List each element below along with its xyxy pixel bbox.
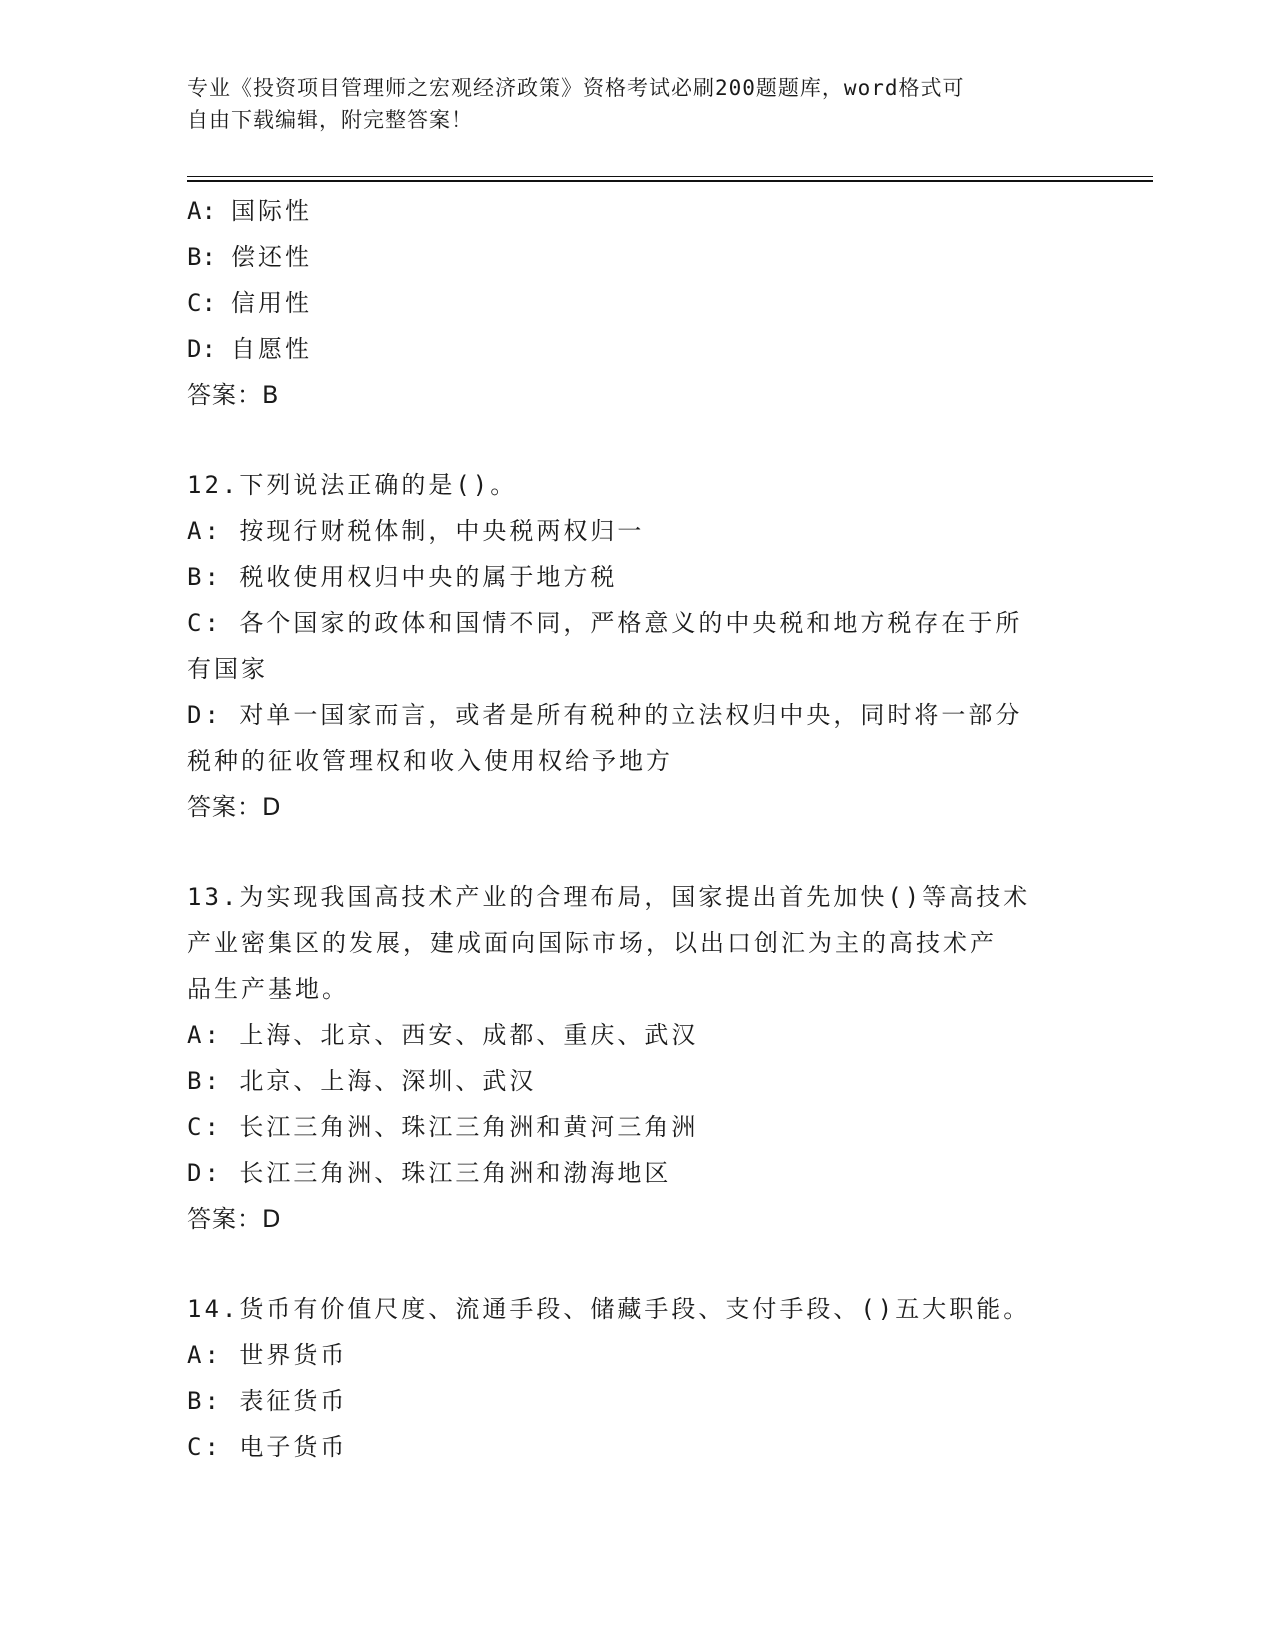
option-c: C: 长江三角洲、珠江三角洲和黄河三角洲 [187,1113,699,1141]
option-label: B: [187,243,216,271]
option-text: 偿还性 [231,243,312,271]
question-11 [187,188,1087,418]
question-stem: 12.下列说法正确的是()。 [187,471,518,499]
answer: 答案：D [187,1205,282,1233]
question-stem: 14.货币有价值尺度、流通手段、储藏手段、支付手段、()五大职能。 [187,1295,1031,1323]
spacer [187,830,1087,874]
option-b: B: 表征货币 [187,1387,348,1415]
option-c: C: 各个国家的政体和国情不同，严格意义的中央税和地方税存在于所 [187,609,1023,637]
header-line-2: 自由下载编辑，附完整答案！ [187,108,473,132]
option-b: B: 北京、上海、深圳、武汉 [187,1067,537,1095]
option-d: D: 长江三角洲、珠江三角洲和渤海地区 [187,1159,672,1187]
answer: 答案：D [187,793,282,821]
option-a: A: 世界货币 [187,1341,348,1369]
spacer [187,1242,1087,1286]
question-12 [187,462,1087,830]
document-header [187,72,1087,136]
option-a: A: 上海、北京、西安、成都、重庆、武汉 [187,1021,699,1049]
question-list [187,188,1087,1470]
option-d: D: 对单一国家而言，或者是所有税种的立法权归中央，同时将一部分 [187,701,1023,729]
question-stem-continued: 产业密集区的发展，建成面向国际市场，以出口创汇为主的高技术产 [187,929,997,957]
option-text: 自愿性 [231,335,312,363]
question-14 [187,1286,1087,1470]
option-b [187,234,1087,280]
option-c-continued: 有国家 [187,655,268,683]
option-d [187,326,1087,372]
header-divider [187,176,1153,182]
option-a: A: 按现行财税体制，中央税两权归一 [187,517,645,545]
option-label: D: [187,335,216,363]
option-c: C: 电子货币 [187,1433,348,1461]
question-13 [187,874,1087,1242]
option-a [187,188,1087,234]
header-line-1: 专业《投资项目管理师之宏观经济政策》资格考试必刷200题题库，word格式可 [187,76,965,100]
option-c [187,280,1087,326]
spacer [187,418,1087,462]
option-label: A: [187,197,216,225]
option-text: 信用性 [231,289,312,317]
option-label: C: [187,289,216,317]
question-stem: 13.为实现我国高技术产业的合理布局，国家提出首先加快()等高技术 [187,883,1031,911]
option-b: B: 税收使用权归中央的属于地方税 [187,563,618,591]
option-d-continued: 税种的征收管理权和收入使用权给予地方 [187,747,673,775]
question-stem-continued: 品生产基地。 [187,975,349,1003]
answer: 答案：B [187,381,280,409]
option-text: 国际性 [231,197,312,225]
